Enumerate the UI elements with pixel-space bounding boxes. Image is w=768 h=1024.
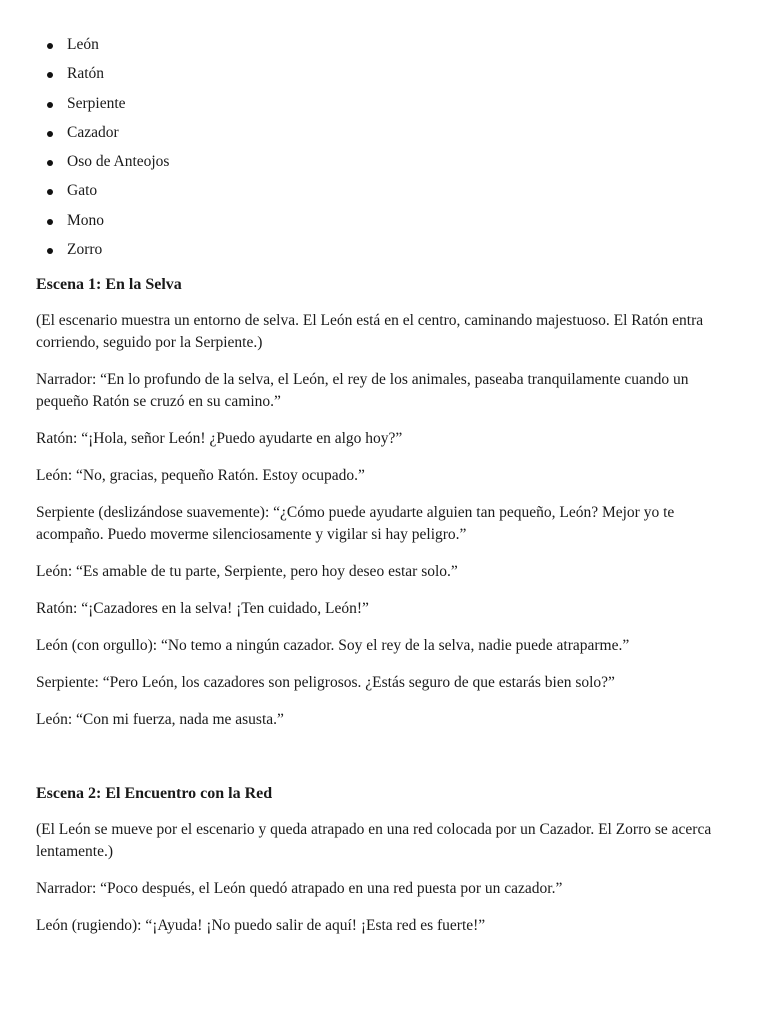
dialogue-line: Ratón: “¡Cazadores en la selva! ¡Ten cuidado, León!” [36, 600, 369, 618]
list-item [36, 147, 736, 176]
dialogue-line: León: “Con mi fuerza, nada me asusta.” [36, 711, 284, 729]
character-name: Oso de Anteojos [67, 153, 170, 171]
bullet-icon [47, 72, 53, 78]
bullet-icon [47, 248, 53, 254]
dialogue-line: Serpiente (deslizándose suavemente): “¿Cómo puede ayudarte alguien tan pequeño, León? Mejor yo te acompaño. Puedo moverme silenciosamente y vigilar si hay peligro.” [36, 504, 675, 544]
list-item [36, 176, 736, 205]
scene-2-heading: Escena 2: El Encuentro con la Red [36, 785, 273, 803]
character-list [36, 30, 736, 264]
list-item [36, 30, 736, 59]
scene-2-body [36, 819, 736, 937]
character-name: Ratón [67, 65, 105, 83]
scene-1-heading: Escena 1: En la Selva [36, 276, 182, 294]
bullet-icon [47, 131, 53, 137]
dialogue-line: Ratón: “¡Hola, señor León! ¿Puedo ayudarte en algo hoy?” [36, 430, 403, 448]
bullet-icon [47, 189, 53, 195]
bullet-icon [47, 43, 53, 49]
list-item [36, 59, 736, 88]
document-page [36, 30, 736, 937]
list-item [36, 235, 736, 264]
dialogue-line: Narrador: “Poco después, el León quedó atrapado en una red puesta por un cazador.” [36, 880, 563, 898]
list-item [36, 118, 736, 147]
character-name: Serpiente [67, 94, 126, 112]
dialogue-line: Narrador: “En lo profundo de la selva, el León, el rey de los animales, paseaba tranquilamente cuando un pequeño Ratón se cruzó en su camino.” [36, 371, 689, 411]
bullet-icon [47, 102, 53, 108]
character-name: Mono [67, 211, 105, 229]
bullet-icon [47, 219, 53, 225]
character-name: León [67, 36, 99, 53]
bullet-icon [47, 160, 53, 166]
dialogue-line: Serpiente: “Pero León, los cazadores son peligrosos. ¿Estás seguro de que estarás bien solo?” [36, 674, 615, 692]
list-item [36, 89, 736, 118]
scene-1-body [36, 310, 736, 731]
character-name: Cazador [67, 123, 119, 141]
list-item [36, 206, 736, 235]
dialogue-line: León (rugiendo): “¡Ayuda! ¡No puedo salir de aquí! ¡Esta red es fuerte!” [36, 917, 486, 935]
dialogue-line: León: “Es amable de tu parte, Serpiente, pero hoy deseo estar solo.” [36, 563, 458, 581]
stage-direction: (El León se mueve por el escenario y queda atrapado en una red colocada por un Cazador. El Zorro se acerca lentamente.) [36, 821, 712, 861]
dialogue-line: León (con orgullo): “No temo a ningún cazador. Soy el rey de la selva, nadie puede atraparme.” [36, 637, 630, 655]
character-name: Gato [67, 182, 98, 200]
character-name: Zorro [67, 241, 103, 259]
stage-direction: (El escenario muestra un entorno de selva. El León está en el centro, caminando majestuoso. El Ratón entra corriendo, seguido por la Serpiente.) [36, 312, 704, 352]
dialogue-line: León: “No, gracias, pequeño Ratón. Estoy ocupado.” [36, 467, 365, 485]
